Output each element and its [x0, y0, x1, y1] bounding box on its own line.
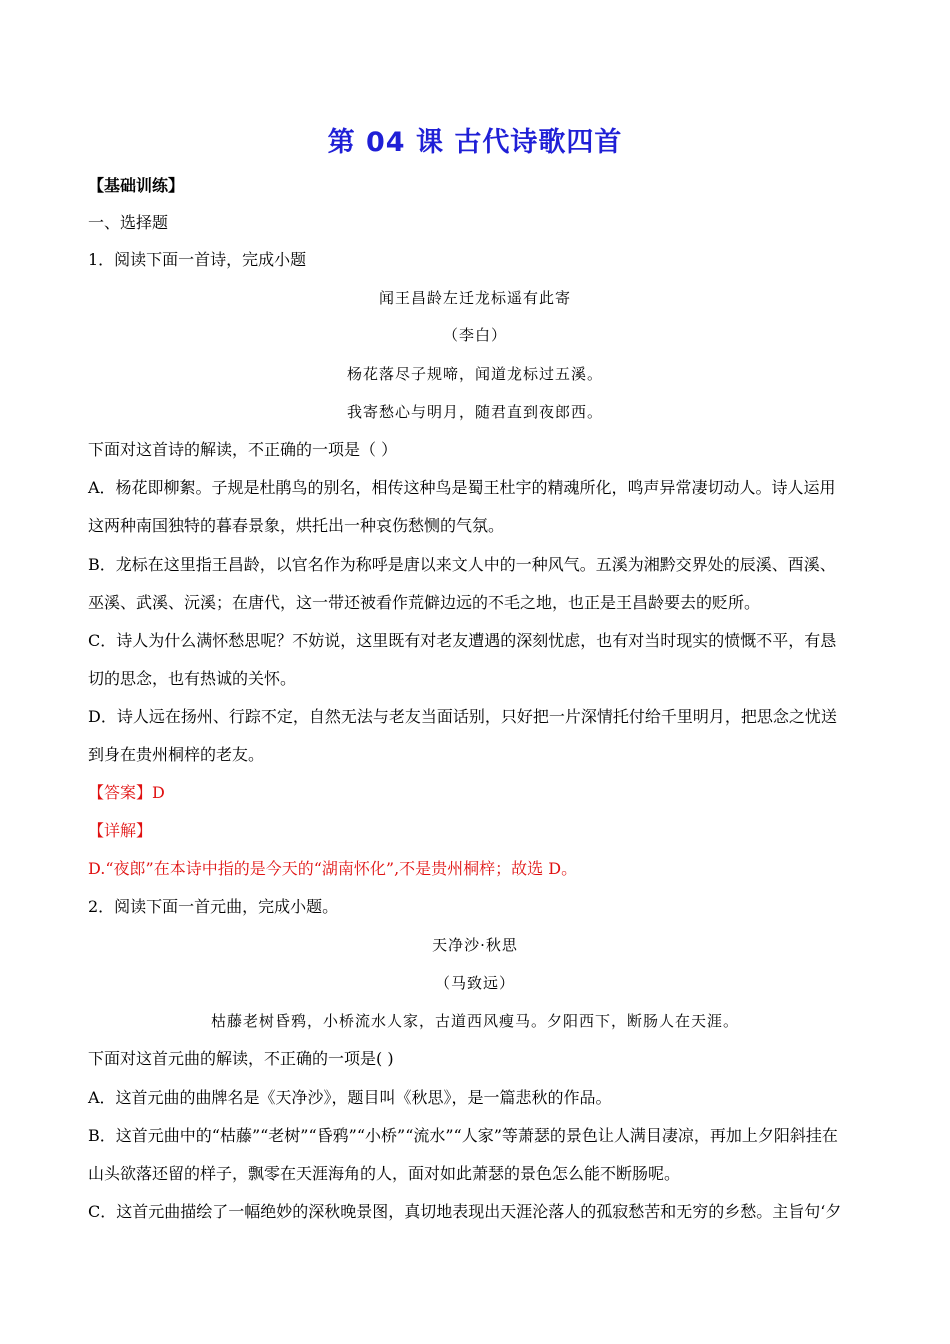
- q1-poem-author: （李白）: [442, 326, 507, 344]
- q2-option-c: C．这首元曲描绘了一幅绝妙的深秋晚景图，真切地表现出天涯沦落人的孤寂愁苦和无穷的乡愁。主旨句‘夕: [88, 1202, 842, 1221]
- section-heading: 【基础训练】: [88, 176, 185, 195]
- q2-poem-line: 枯藤老树昏鸦，小桥流水人家，古道西风瘦马。夕阳西下，断肠人在天涯。: [210, 1012, 739, 1030]
- q2-poem-author: （马致远）: [434, 974, 515, 992]
- q1-poem-title: 闻王昌龄左迁龙标遥有此寄: [378, 289, 571, 307]
- q1-option-c: C．诗人为什么满怀愁思呢？不妨说，这里既有对老友遭遇的深刻忧虑，也有对当时现实的愤慨不平，有恳: [88, 631, 837, 650]
- q2-stem: 2．阅读下面一首元曲，完成小题。: [88, 897, 339, 916]
- q1-option-b: B．龙标在这里指王昌龄，以官名作为称呼是唐以来文人中的一种风气。五溪为湘黔交界处的辰溪、酉溪、: [88, 555, 836, 574]
- q1-option-a-cont: 这两种南国独特的暮春景象，烘托出一种哀伤愁恻的气氛。: [88, 516, 505, 535]
- q2-question: 下面对这首元曲的解读，不正确的一项是( ): [88, 1049, 394, 1068]
- q1-detail-label: 【详解】: [88, 821, 153, 840]
- part-heading: 一、选择题: [88, 213, 169, 232]
- q1-stem: 1．阅读下面一首诗，完成小题: [88, 250, 307, 269]
- page-title: 第 04 课 古代诗歌四首: [327, 127, 623, 158]
- q1-detail: D.“夜郎”在本诗中指的是今天的“湖南怀化”,不是贵州桐梓；故选 D。: [88, 859, 578, 878]
- q2-option-b: B．这首元曲中的“枯藤”“老树”“昏鸦”“小桥”“流水”“人家”等萧瑟的景色让人满目凄凉，再加上夕阳斜挂在: [88, 1126, 838, 1145]
- q2-poem-title: 天净沙·秋思: [432, 936, 518, 954]
- q1-option-d-cont: 到身在贵州桐梓的老友。: [88, 745, 265, 764]
- q2-option-a: A．这首元曲的曲牌名是《天净沙》，题目叫《秋思》，是一篇悲秋的作品。: [88, 1088, 612, 1107]
- q1-poem-line: 杨花落尽子规啼，闻道龙标过五溪。: [346, 365, 603, 383]
- q1-option-c-cont: 切的思念，也有热诚的关怀。: [88, 669, 297, 688]
- q2-option-b-cont: 山头欲落还留的样子，飘零在天涯海角的人，面对如此萧瑟的景色怎么能不断肠呢。: [88, 1164, 681, 1183]
- q1-option-a: A．杨花即柳絮。子规是杜鹃鸟的别名，相传这种鸟是蜀王杜宇的精魂所化，鸣声异常凄切动人。诗人运用: [88, 478, 836, 497]
- q1-answer: 【答案】D: [88, 783, 165, 802]
- q1-question: 下面对这首诗的解读，不正确的一项是（ ）: [88, 440, 398, 459]
- q1-option-d: D．诗人远在扬州、行踪不定，自然无法与老友当面话别，只好把一片深情托付给千里明月，把思念之忧送: [88, 707, 837, 726]
- q1-poem-line: 我寄愁心与明月，随君直到夜郎西。: [346, 403, 603, 421]
- q1-option-b-cont: 巫溪、武溪、沅溪；在唐代，这一带还被看作荒僻边远的不毛之地，也正是王昌龄要去的贬所。: [88, 593, 761, 612]
